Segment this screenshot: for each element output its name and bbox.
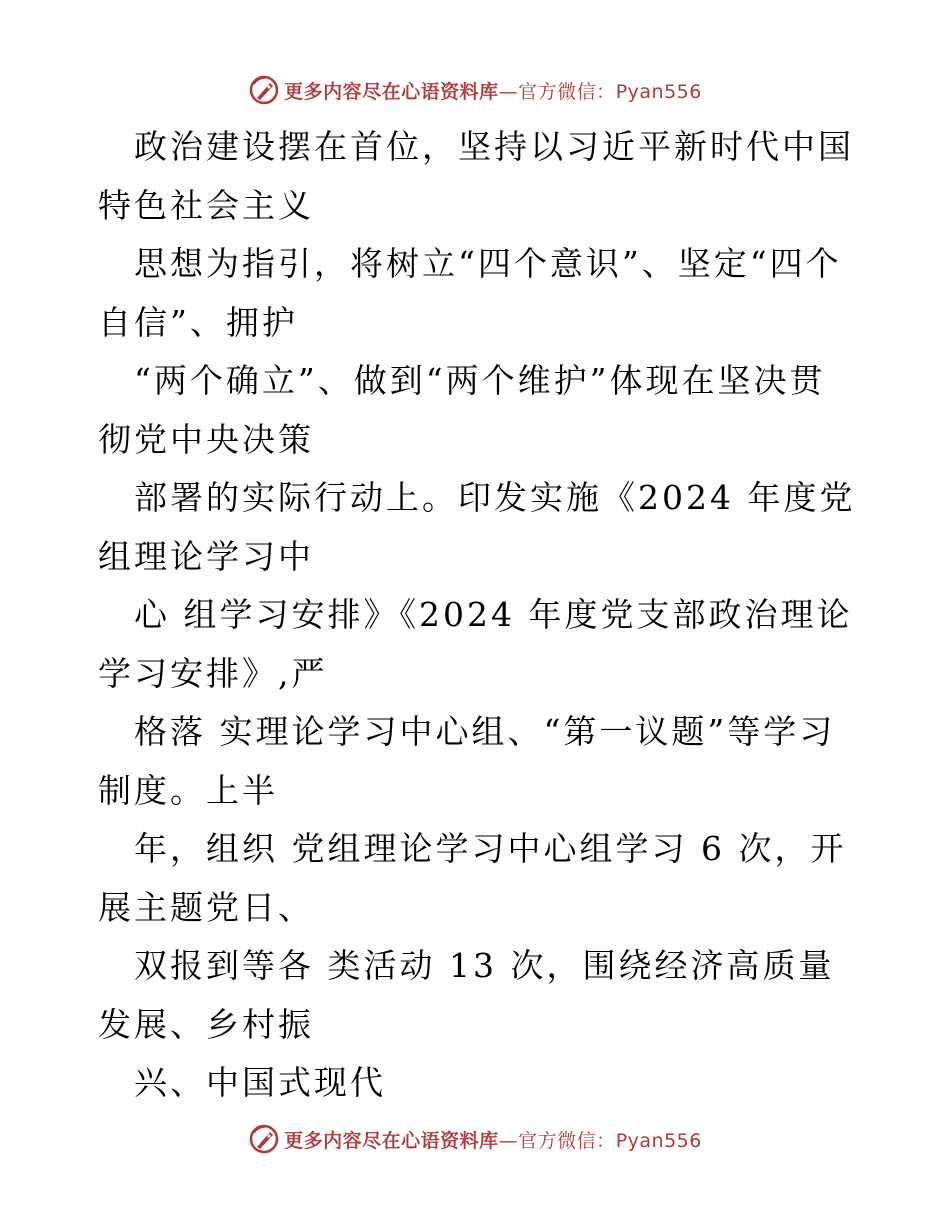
- header-banner-text: [284, 77, 702, 104]
- header-official-label: 官方微信：: [518, 80, 616, 103]
- paragraph: 格落 实理论学习中心组、“第一议题”等学习制度。上半: [98, 712, 836, 810]
- pen-nib-seal-icon: [248, 74, 280, 106]
- footer-wechat-id: Pyan556: [615, 1129, 702, 1152]
- paragraph: 双报到等各 类活动 13 次，围绕经济高质量发展、乡村振: [98, 946, 835, 1044]
- paragraph: 年，组织 党组理论学习中心组学习 6 次，开展主题党日、: [98, 829, 847, 927]
- footer-separator: —: [498, 1129, 519, 1152]
- paragraph: 兴、中国式现代: [134, 1063, 386, 1102]
- paragraph: 思想为指引，将树立“四个意识”、坚定“四个自信”、拥护: [98, 244, 842, 342]
- paragraph: 政治建设摆在首位，坚持以习近平新时代中国特色社会主义: [98, 127, 854, 225]
- header-wechat-id: Pyan556: [615, 80, 702, 103]
- header-banner-inner: [248, 74, 702, 106]
- header-banner: [0, 72, 950, 108]
- footer-brand-name: 更多内容尽在心语资料库: [284, 1129, 499, 1152]
- paragraph: 心 组学习安排》《2024 年度党支部政治理论学习安排》,严: [98, 595, 853, 693]
- pen-nib-seal-icon: [248, 1123, 280, 1155]
- footer-banner-inner: [248, 1123, 702, 1155]
- document-body: [98, 118, 858, 1113]
- paragraph: “两个确立”、做到“两个维护”体现在坚决贯彻党中央决策: [98, 361, 826, 459]
- footer-banner-text: [284, 1126, 702, 1153]
- header-brand-name: 更多内容尽在心语资料库: [284, 80, 499, 103]
- footer-official-label: 官方微信：: [518, 1129, 616, 1152]
- footer-banner: [0, 1121, 950, 1157]
- paragraph: 部署的实际行动上。印发实施《2024 年度党组理论学习中: [98, 478, 856, 576]
- header-separator: —: [498, 80, 519, 103]
